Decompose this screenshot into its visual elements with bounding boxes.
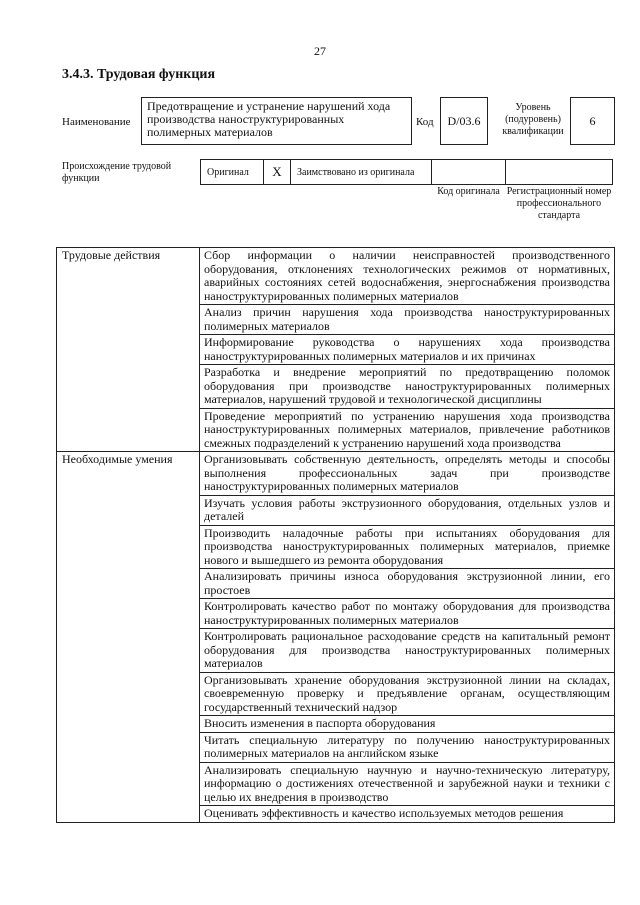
section-title: 3.4.3. Трудовая функция — [62, 67, 216, 82]
reg-number-caption: Регистрационный номер профессионального стандарта — [506, 186, 612, 221]
table-cell: Производить наладочные работы при испытаниях оборудования для производства наноструктурированных полимерных материалов, приемке нового и вышедшего из ремонта оборудования — [200, 525, 615, 569]
table-cell: Вносить изменения в паспорта оборудования — [200, 716, 615, 733]
table-cell: Информирование руководства о нарушениях хода производства наноструктурированных полимерных материалов и их причинах — [200, 335, 615, 365]
table-cell: Контролировать качество работ по монтажу оборудования для производства наноструктурированных полимерных материалов — [200, 599, 615, 629]
table-cell: Разработка и внедрение мероприятий по предотвращению поломок оборудования при производстве наноструктурированных полимерных материалов, нарушений трудовой и технологической дисциплины — [200, 365, 615, 409]
name-label: Наименование — [62, 116, 131, 128]
table-cell: Оценивать эффективность и качество используемых методов решения — [200, 806, 615, 823]
table-cell: Организовывать хранение оборудования экструзионной линии на складах, своевременную проверку и предъявление органам, осуществляющим государственный технический надзор — [200, 672, 615, 716]
origin-code-caption: Код оригинала — [437, 186, 500, 197]
labor-function-table — [56, 247, 615, 823]
origin-original-mark: X — [263, 159, 291, 185]
qualification-level-label: Уровень (подуровень) квалификации — [502, 102, 564, 137]
table-cell: Изучать условия работы экструзионного оборудования, отдельных узлов и деталей — [200, 495, 615, 525]
origin-borrowed-cell: Заимствовано из оригинала — [290, 159, 432, 185]
code-label: Код — [416, 116, 434, 128]
table-cell: Организовывать собственную деятельность, определять методы и способы выполнения профессиональных задач при производстве наноструктурированных полимерных материалов — [200, 452, 615, 496]
qualification-level-value: 6 — [570, 97, 615, 145]
table-cell: Анализировать специальную научную и научно-техническую литературу, информацию о достижениях отечественной и зарубежной науки и техники с целью их внедрения в производство — [200, 762, 615, 806]
table-cell: Анализировать причины износа оборудования экструзионной линии, его простоев — [200, 569, 615, 599]
function-name-value: Предотвращение и устранение нарушений хода производства наноструктурированных полимерных материалов — [141, 97, 412, 145]
table-cell: Проведение мероприятий по устранению нарушения хода производства наноструктурированных полимерных материалов, привлечение работников смежных подразделений к устранению нарушений хода производства — [200, 408, 615, 452]
origin-label: Происхождение трудовой функции — [62, 161, 172, 184]
table-cell: Контролировать рациональное расходование средств на капитальный ремонт оборудования для производства наноструктурированных полимерных материалов — [200, 629, 615, 673]
labor-actions-label: Трудовые действия — [57, 248, 200, 452]
origin-original-cell: Оригинал — [200, 159, 264, 185]
required-skills-label: Необходимые умения — [57, 452, 200, 823]
function-code-value: D/03.6 — [440, 97, 488, 145]
origin-code-cell — [431, 159, 506, 185]
table-cell: Читать специальную литературу по получению наноструктурированных полимерных материалов на английском языке — [200, 732, 615, 762]
table-row — [57, 452, 615, 496]
table-cell: Сбор информации о наличии неисправностей производственного оборудования, отклонениях технологических режимов от нормативных, аварийных состояниях сетей водоснабжения, энергоснабжения производства наноструктурированных полимерных материалов — [200, 248, 615, 305]
table-cell: Анализ причин нарушения хода производства наноструктурированных полимерных материалов — [200, 305, 615, 335]
page-number: 27 — [314, 44, 326, 58]
table-row — [57, 248, 615, 305]
origin-reg-number-cell — [505, 159, 613, 185]
